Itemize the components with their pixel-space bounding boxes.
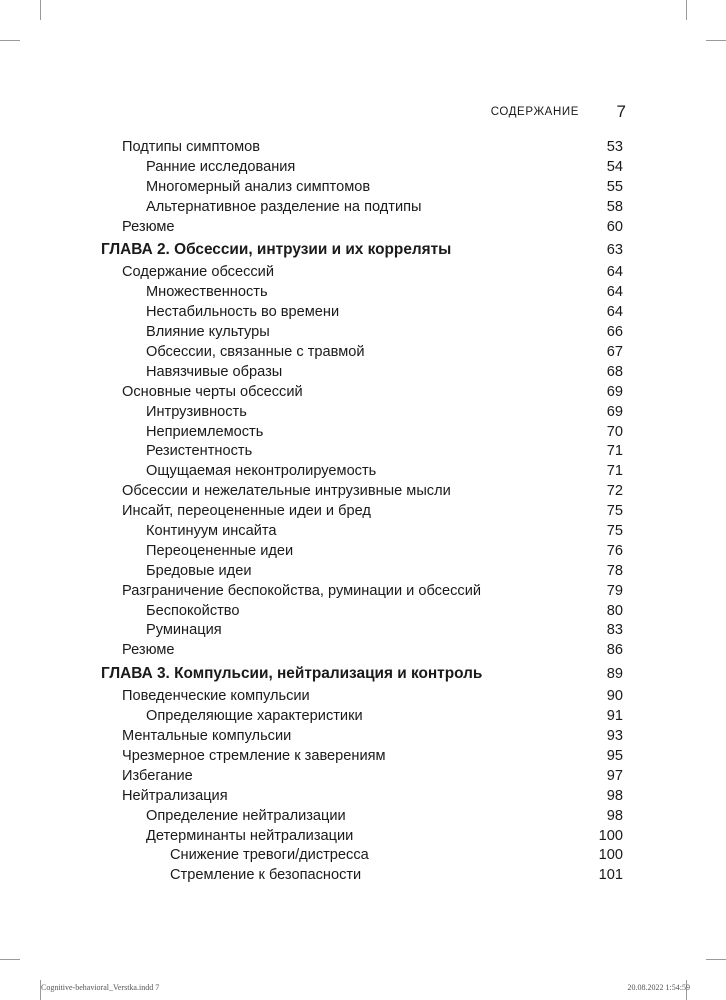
toc-entry-row	[0, 178, 726, 198]
crop-mark	[706, 40, 726, 41]
toc-entry-title: Резистентность	[146, 443, 253, 460]
toc-entry-title: Бредовые идеи	[146, 562, 252, 579]
toc-entry-row	[0, 218, 726, 238]
toc-entry-page: 95	[606, 747, 623, 764]
toc-entry-page: 69	[606, 383, 623, 400]
toc-entry-row	[0, 138, 726, 158]
crop-mark	[686, 0, 687, 20]
toc-entry-page: 55	[606, 178, 623, 195]
toc-entry-title: Альтернативное разделение на подтипы	[146, 198, 422, 215]
toc-entry-row	[0, 707, 726, 727]
toc-entry-title: ГЛАВА 3. Компульсии, нейтрализация и контроль	[101, 665, 483, 683]
toc-entry-page: 67	[606, 344, 623, 361]
toc-entry-page: 71	[606, 443, 623, 460]
toc-entry-title: Нестабильность во времени	[146, 304, 340, 321]
toc-entry-row	[0, 442, 726, 462]
toc-entry-row	[0, 621, 726, 641]
page-header	[0, 104, 726, 124]
toc-chapter-row	[0, 663, 726, 685]
toc-chapter-row	[0, 239, 726, 261]
toc-entry-title: Многомерный анализ симптомов	[146, 178, 371, 195]
toc-entry-title: Беспокойство	[146, 602, 240, 619]
toc-entry-page: 71	[606, 463, 623, 480]
toc-entry-page: 53	[606, 139, 623, 155]
toc-entry-row	[0, 747, 726, 767]
toc-entry-row	[0, 787, 726, 807]
toc-entry-title: Руминация	[146, 622, 222, 639]
toc-entry-page: 64	[606, 304, 623, 321]
print-slug	[0, 983, 726, 997]
toc-entry-page: 78	[606, 562, 623, 579]
toc-entry-page: 60	[606, 218, 623, 235]
slug-timestamp: 20.08.2022 1:54:59	[627, 983, 690, 992]
toc-entry-page: 63	[606, 242, 623, 259]
toc-entry-row	[0, 158, 726, 178]
toc-entry-row	[0, 343, 726, 363]
toc-entry-row	[0, 827, 726, 847]
toc-entry-page: 89	[606, 666, 623, 683]
toc-entry-row	[0, 198, 726, 218]
toc-entry-page: 98	[606, 807, 623, 824]
toc-entry-page: 58	[606, 198, 623, 215]
toc-entry-page: 75	[606, 503, 623, 520]
toc-entry-row	[0, 462, 726, 482]
toc-entry-page: 101	[598, 867, 623, 884]
toc-entry-title: Детерминанты нейтрализации	[146, 827, 354, 844]
toc-entry-row	[0, 866, 726, 886]
crop-mark	[0, 40, 20, 41]
toc-entry-page: 86	[606, 642, 623, 659]
toc-entry-title: Определение нейтрализации	[146, 807, 346, 824]
toc-entry-row	[0, 502, 726, 522]
toc-entry-page: 75	[606, 523, 623, 540]
toc-entry-title: Неприемлемость	[146, 423, 264, 440]
toc-entry-title: Снижение тревоги/дистресса	[170, 847, 369, 864]
toc-entry-title: Интрузивность	[146, 403, 247, 420]
toc-entry-title: Инсайт, переоцененные идеи и бред	[122, 503, 371, 520]
toc-entry-row	[0, 323, 726, 343]
toc-entry-title: Определяющие характеристики	[146, 708, 363, 725]
toc-entry-title: Нейтрализация	[122, 787, 228, 804]
toc-entry-title: Подтипы симптомов	[122, 139, 261, 155]
toc-entry-title: Чрезмерное стремление к заверениям	[122, 747, 386, 764]
toc-entry-row	[0, 687, 726, 707]
toc-entry-title: Навязчивые образы	[146, 363, 283, 380]
toc-entry-page: 91	[606, 708, 623, 725]
toc-entry-title: Континуум инсайта	[146, 523, 277, 540]
toc-entry-title: Обсессии и нежелательные интрузивные мысли	[122, 483, 451, 500]
toc-entry-page: 70	[606, 423, 623, 440]
toc-entry-title: Резюме	[122, 218, 175, 235]
page-number: 7	[616, 102, 626, 121]
toc-entry-page: 54	[606, 158, 623, 175]
toc-entry-page: 69	[606, 403, 623, 420]
toc-entry-row	[0, 303, 726, 323]
toc-entry-page: 97	[606, 767, 623, 784]
toc-entry-page: 64	[606, 264, 623, 281]
crop-mark	[40, 0, 41, 20]
toc-entry-title: Резюме	[122, 642, 175, 659]
slug-file-name: Cognitive-behavioral_Verstka.indd 7	[41, 983, 160, 992]
toc-entry-title: Ментальные компульсии	[122, 728, 292, 745]
toc-entry-title: Разграничение беспокойства, руминации и обсессий	[122, 582, 481, 599]
toc-entry-title: Множественность	[146, 284, 268, 301]
table-of-contents	[0, 138, 726, 886]
toc-entry-row	[0, 582, 726, 602]
toc-entry-page: 98	[606, 787, 623, 804]
toc-entry-page: 100	[598, 827, 623, 844]
crop-mark	[0, 959, 20, 960]
crop-mark	[706, 959, 726, 960]
toc-entry-title: ГЛАВА 2. Обсессии, интрузии и их корреляты	[101, 241, 452, 259]
toc-entry-row	[0, 482, 726, 502]
toc-entry-title: Основные черты обсессий	[122, 383, 303, 400]
toc-entry-row	[0, 363, 726, 383]
toc-entry-title: Влияние культуры	[146, 324, 270, 341]
toc-entry-row	[0, 727, 726, 747]
toc-entry-page: 90	[606, 688, 623, 705]
toc-entry-page: 79	[606, 582, 623, 599]
toc-entry-title: Ранние исследования	[146, 158, 296, 175]
toc-entry-page: 68	[606, 363, 623, 380]
toc-entry-page: 66	[606, 324, 623, 341]
toc-entry-row	[0, 542, 726, 562]
toc-entry-title: Ощущаемая неконтролируемость	[146, 463, 377, 480]
toc-entry-row	[0, 602, 726, 622]
toc-entry-row	[0, 423, 726, 443]
toc-entry-title: Содержание обсессий	[122, 264, 274, 281]
toc-entry-title: Поведенческие компульсии	[122, 688, 310, 705]
toc-entry-page: 83	[606, 622, 623, 639]
toc-entry-row	[0, 807, 726, 827]
toc-entry-page: 100	[598, 847, 623, 864]
toc-entry-title: Стремление к безопасности	[170, 867, 362, 884]
toc-entry-row	[0, 283, 726, 303]
toc-entry-page: 80	[606, 602, 623, 619]
running-title: СОДЕРЖАНИЕ	[490, 106, 579, 118]
toc-entry-page: 93	[606, 728, 623, 745]
toc-entry-row	[0, 263, 726, 283]
toc-entry-row	[0, 522, 726, 542]
toc-entry-page: 76	[606, 542, 623, 559]
toc-entry-row	[0, 767, 726, 787]
toc-entry-title: Обсессии, связанные с травмой	[146, 344, 365, 361]
toc-entry-row	[0, 562, 726, 582]
toc-entry-row	[0, 846, 726, 866]
toc-entry-page: 64	[606, 284, 623, 301]
toc-entry-title: Переоцененные идеи	[146, 542, 294, 559]
toc-entry-row	[0, 641, 726, 661]
toc-entry-row	[0, 383, 726, 403]
toc-entry-page: 72	[606, 483, 623, 500]
toc-entry-row	[0, 403, 726, 423]
toc-entry-title: Избегание	[122, 767, 193, 784]
